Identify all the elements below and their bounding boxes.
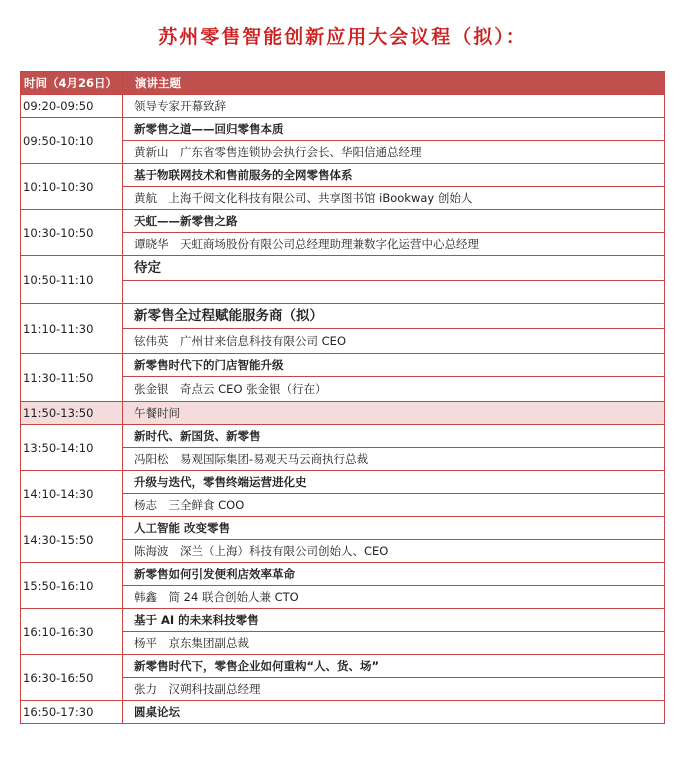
table-row — [21, 402, 665, 425]
session-topic: 圆桌论坛 — [123, 701, 665, 724]
session-topic: 新零售全过程赋能服务商（拟） — [123, 304, 665, 329]
agenda-body — [21, 95, 665, 724]
session-topic: 基于 AI 的未来科技零售 — [123, 609, 665, 632]
session-time: 16:50-17:30 — [21, 701, 123, 724]
session-topic: 新零售时代下的门店智能升级 — [123, 354, 665, 377]
session-time: 09:50-10:10 — [21, 118, 123, 164]
table-row — [21, 256, 665, 281]
session-time: 10:10-10:30 — [21, 164, 123, 210]
table-row — [21, 95, 665, 118]
session-speaker: 黄新山 广东省零售连锁协会执行会长、华阳信通总经理 — [123, 141, 665, 164]
agenda-table — [20, 71, 665, 724]
session-topic: 新零售时代下，零售企业如何重构“人、货、场” — [123, 655, 665, 678]
session-topic: 新零售如何引发便利店效率革命 — [123, 563, 665, 586]
table-row — [21, 563, 665, 586]
session-topic: 天虹——新零售之路 — [123, 210, 665, 233]
session-topic: 升级与迭代，零售终端运营进化史 — [123, 471, 665, 494]
session-speaker: 黄航 上海千阅文化科技有限公司、共享图书馆 iBookway 创始人 — [123, 187, 665, 210]
session-topic: 领导专家开幕致辞 — [123, 95, 665, 118]
session-speaker: 韩鑫 简 24 联合创始人兼 CTO — [123, 586, 665, 609]
session-speaker: 张金银 奇点云 CEO 张金银（行在） — [123, 377, 665, 402]
time-column-header: 时间（4月26日） — [21, 72, 123, 95]
session-topic: 人工智能 改变零售 — [123, 517, 665, 540]
session-time: 13:50-14:10 — [21, 425, 123, 471]
session-topic: 基于物联网技术和售前服务的全网零售体系 — [123, 164, 665, 187]
session-time: 09:20-09:50 — [21, 95, 123, 118]
session-time: 11:10-11:30 — [21, 304, 123, 354]
agenda-title: 苏州零售智能创新应用大会议程（拟）： — [158, 26, 527, 48]
session-speaker: 杨志 三全鲜食 COO — [123, 494, 665, 517]
session-speaker: 冯阳松 易观国际集团-易观天马云商执行总裁 — [123, 448, 665, 471]
table-row — [21, 210, 665, 233]
session-topic: 午餐时间 — [123, 402, 665, 425]
session-time: 10:50-11:10 — [21, 256, 123, 304]
table-row — [21, 304, 665, 329]
session-time: 14:10-14:30 — [21, 471, 123, 517]
session-time: 16:10-16:30 — [21, 609, 123, 655]
session-speaker: 杨平 京东集团副总裁 — [123, 632, 665, 655]
session-time: 15:50-16:10 — [21, 563, 123, 609]
session-time: 11:30-11:50 — [21, 354, 123, 402]
session-time: 16:30-16:50 — [21, 655, 123, 701]
session-speaker: 陈海波 深兰（上海）科技有限公司创始人、CEO — [123, 540, 665, 563]
table-header-row — [21, 72, 665, 95]
table-row — [21, 425, 665, 448]
table-row — [21, 118, 665, 141]
session-speaker: 谭晓华 天虹商场股份有限公司总经理助理兼数字化运营中心总经理 — [123, 233, 665, 256]
session-speaker: 张力 汉朔科技副总经理 — [123, 678, 665, 701]
topic-column-header: 演讲主题 — [123, 72, 665, 95]
table-row — [21, 517, 665, 540]
table-row — [21, 655, 665, 678]
session-speaker — [123, 281, 665, 304]
session-time: 14:30-15:50 — [21, 517, 123, 563]
session-topic: 新时代、新国货、新零售 — [123, 425, 665, 448]
session-speaker: 铉伟英 广州甘来信息科技有限公司 CEO — [123, 329, 665, 354]
session-time: 10:30-10:50 — [21, 210, 123, 256]
table-row — [21, 701, 665, 724]
table-row — [21, 471, 665, 494]
table-row — [21, 609, 665, 632]
session-topic: 新零售之道——回归零售本质 — [123, 118, 665, 141]
table-row — [21, 354, 665, 377]
session-time: 11:50-13:50 — [21, 402, 123, 425]
table-row — [21, 164, 665, 187]
session-topic: 待定 — [123, 256, 665, 281]
